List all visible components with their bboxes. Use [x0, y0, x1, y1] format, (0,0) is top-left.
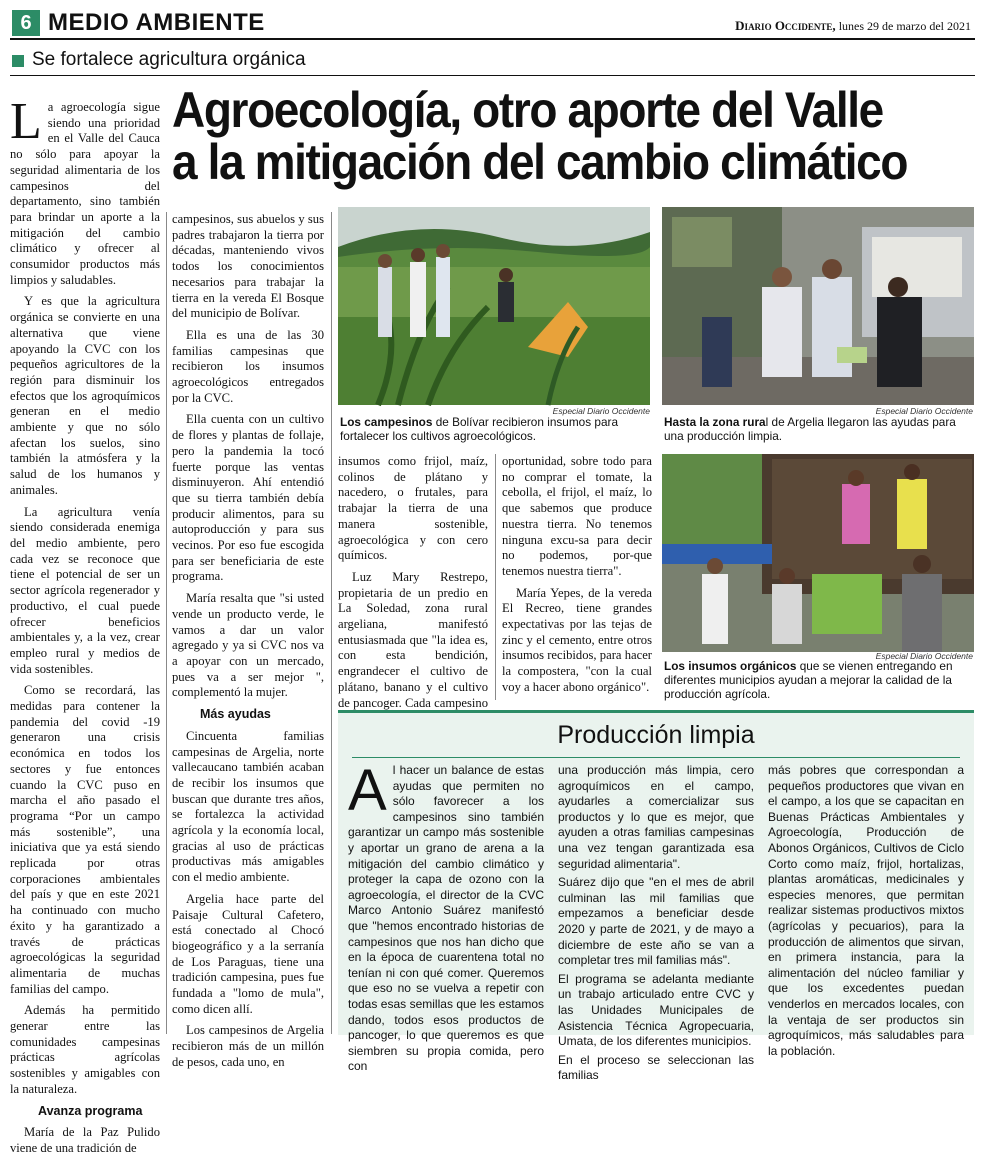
- subsection-bar: [10, 46, 975, 76]
- supplies-truck-image: [662, 454, 974, 652]
- box-paragraph: una producción más limpia, cero agroquímicos en el campo, ayudarles a comercializar sus productos y lo que es mejor, que ayuden a otras familias campesinas una vez tengan garantizada esa seguridad alimentaria".: [558, 763, 754, 871]
- paragraph: Ella es una de las 30 familias campesinas que recibieron los insumos agroecológicos entregados por la CVC.: [172, 327, 324, 405]
- paragraph: María de la Paz Pulido viene de una tradición de: [10, 1125, 160, 1155]
- box-paragraph: En el proceso se seleccionan las familias: [558, 1052, 754, 1083]
- paragraph: María Yepes, de la vereda El Recreo, tiene grandes expectativas por las tejas de zinc y el cemento, entre otros insumos recibidos, para hacer la compostera, "con la cual voy a hacer abono orgánico".: [502, 585, 652, 694]
- caption-text: de Bolívar recibieron insumos para fortalecer los cultivos agroecológicos.: [340, 415, 619, 443]
- photo-caption: [664, 415, 976, 443]
- column-divider: [166, 212, 167, 1034]
- paragraph-text: a agroecología sigue siendo una prioridad en el Valle del Cauca no sólo para apoyar la seguridad alimentaria de los campesinos del departamento, sino también para brindar un aporte a la mitigación del cambio climático y ofrecer al consumidor productos más limpios y saludables.: [10, 100, 160, 287]
- box-column-2: [558, 763, 754, 1087]
- photo-caption: [664, 659, 976, 701]
- paragraph: Además ha permitido generar entre las comunidades campesinas prácticas agrícolas sostenibles y amigables con la naturaleza.: [10, 1003, 160, 1096]
- photo-caption: [340, 415, 652, 443]
- photo-organic-supplies: [662, 454, 974, 652]
- farm-field-image: [338, 207, 650, 405]
- box-paragraph: El programa se adelanta mediante un trabajo articulado entre CVC y las Unidades Municipales de Asistencia Técnica Agropecuaria, Umata, de los diferentes municipios.: [558, 971, 754, 1049]
- issue-date: lunes 29 de marzo del 2021: [838, 19, 971, 33]
- paragraph: María resalta que "si usted vende un producto verde, le vamos a dar un valor agregado y ya si CVC nos va a apoyar con un mercado, pues va a ser mejor ", complementó la mujer.: [172, 591, 324, 700]
- box-paragraph: Suárez dijo que "en el mes de abril culminan las mil familias que empezamos a beneficiar desde 2020 y parte de 2021, y de mayo a diciembre de este año se van a completar tres mil familias más".: [558, 875, 754, 968]
- article-column-4: [502, 454, 652, 702]
- caption-lead: Los campesinos: [340, 415, 433, 429]
- photo-credit: Especial Diario Occidente: [875, 406, 973, 416]
- photo-argelia-delivery: [662, 207, 974, 405]
- paragraph: Y es que la agricultura orgánica se convierte en una alternativa que viene apoyando la CVC con los pequeños agricultores de la región para disminuir los efectos que los agroquímicos generan en el medio ambiente y que no sólo afectan los suelos, sino también la atmósfera y la salud de los humanos y animales.: [10, 294, 160, 497]
- box-title-rule: [352, 757, 960, 758]
- box-column-3: [768, 763, 964, 1062]
- newspaper-name: Diario Occidente,: [735, 18, 836, 33]
- square-bullet-icon: [12, 55, 24, 67]
- photo-credit: Especial Diario Occidente: [875, 651, 973, 661]
- caption-text: l de Argelia llegaron las ayudas para una producción limpia.: [664, 415, 956, 443]
- paragraph: Argelia hace parte del Paisaje Cultural Cafetero, está conectado al Chocó biogeográfico y a la serranía de Los Paraguas, tiene una tradición campesina, pues fue fundada a "lomo de mula", como dicen allí.: [172, 891, 324, 1016]
- paragraph: Los campesinos de Argelia recibieron más de un millón de pesos, cada uno, en: [172, 1023, 324, 1069]
- article-column-1: [10, 93, 160, 1163]
- box-paragraph: más pobres que correspondan a pequeños productores que vivan en el campo, a los que se capacitan en Buenas Prácticas Ambientales y Agroecología, Producción de Abonos Orgánicos, Cultivos de Ciclo Corto como maíz, frijol, hortalizas, plantas aromáticas, medicinales y especies menores, que permitan realizar sistemas productivos mixtos (agrícolas y pecuarios), para la producción de alimentos que sirvan, en primera instancia, para la alimentación del núcleo familiar y que los excedentes puedan venderlos en mercados locales, con la ventaja de ser productos sin agroquímicos, más saludables para la población.: [768, 763, 964, 1058]
- paragraph: Luz Mary Restrepo, propietaria de un predio en La Soledad, zona rural argeliana, manifestó entusiasmada que "la idea es, con esta bendición, engrandecer el cultivo de plátano, banano y el cultivo de pancoger. Cada campesino: [338, 569, 488, 710]
- subsection-title: Se fortalece agricultura orgánica: [32, 49, 306, 70]
- caption-lead: Los insumos orgánicos: [664, 659, 797, 673]
- paragraph: Cincuenta familias campesinas de Argelia, norte vallecaucano también acaban de recibir los insumos que buscan que durante tres años, se fortalezca la actividad agrícola y la economía local, gracias al uso de prácticas productivas más amigables con el medio ambiente.: [172, 728, 324, 885]
- caption-text: que se vienen entregando en diferentes municipios ayudan a mejorar la calidad de la producción agrícola.: [664, 659, 953, 701]
- subheading-avanza-programa: Avanza programa: [38, 1103, 143, 1118]
- article-headline: Agroecología, otro aporte del Valle a la mitigación del cambio climático: [172, 82, 908, 190]
- photo-bolivar-farmers: [338, 207, 650, 405]
- truck-delivery-image: [662, 207, 974, 405]
- paragraph: insumos como frijol, maíz, colinos de plátano y nacedero, o frutales, para trabajar la tierra de una manera sostenible, agroecológica y con cero químicos.: [338, 454, 488, 563]
- section-title: MEDIO AMBIENTE: [48, 9, 265, 36]
- paragraph: oportunidad, sobre todo para no comprar el tomate, la cebolla, el frijol, el maíz, lo que sabemos que produce nuestra tierra. No tenemos ninguna excu-sa para decir no podemos, por-que tenemos nuestra tierra".: [502, 454, 652, 578]
- page-number: 6: [12, 10, 40, 36]
- sidebar-box-produccion-limpia: [338, 710, 974, 1083]
- caption-lead: Hasta la zona rura: [664, 415, 766, 429]
- paragraph: La agricultura venía siendo considerada enemiga del medio ambiente, pero cada vez se reconoce que tiene el potencial de ser un sector agrícola regenerador y productivo, el cual puede ofrecer beneficios ambientales y, a la vez, crear empleo rural y medios de vida sostenibles.: [10, 504, 160, 676]
- paragraph-text: l hacer un balance de estas ayudas que permiten no sólo favorecer a los campesinos sino también garantizar un campo más sostenible y aportar un grano de arena a la mitigación del cambio climático y proteger la capa de ozono con la agroecología, el director de la CVC Marco Antonio Suárez manifestó que "hemos encontrado historias de campesinos que nos han dicho que en la época de cuarentena total no tenían ni con qué comer. Queremos que eso no se vuelva a repetir con todas esas semillas que les estamos dando, todos esos productos de pancoger, lo que queremos es que siembren su propia comida, pero con: [348, 763, 544, 1074]
- column-divider: [331, 212, 332, 1034]
- photo-credit: Especial Diario Occidente: [552, 406, 650, 416]
- column-divider: [495, 454, 496, 700]
- article-column-3: [338, 454, 488, 733]
- subheading-mas-ayudas: Más ayudas: [200, 707, 271, 722]
- article-column-2: [172, 212, 324, 1077]
- paragraph: campesinos, sus abuelos y sus padres trabajaron la tierra por décadas, manteniendo vivos todos los conocimientos necesarios para trabajar la tierra en la vereda El Bosque del municipio de Bolívar.: [172, 212, 324, 321]
- drop-cap: L: [10, 93, 42, 150]
- page-header: [10, 8, 975, 40]
- paragraph: Ella cuenta con un cultivo de flores y plantas de follaje, pero la pandemia la tocó fuerte porque las ventas disminuyeron. Ahí entendió que su tierra también debía producir alimentos, para su autoproducción y para sus vecinos. Por eso fue escogida para ser beneficiaria de este programa.: [172, 412, 324, 584]
- box-paragraph: [348, 758, 544, 1075]
- lead-paragraph: [10, 93, 160, 288]
- box-title: Producción limpia: [557, 721, 755, 749]
- paragraph: Como se recordará, las medidas para contener la pandemia del covid -19 generaron una crisis económica en todos los sectores y fue entonces cuando la CVC puso en marcha el año pasado el programa “Por un campo más sostenible”, una iniciativa que ya está siendo replicada por otras corporaciones ambientales del país y que en este 2021 ha continuado con mucho éxito y ha garantizado a través de prácticas agroecológicas la seguridad alimentaria de muchas familias del campo.: [10, 683, 160, 996]
- masthead-info: [735, 18, 971, 34]
- drop-cap: A: [348, 758, 387, 823]
- box-column-1: [348, 758, 544, 1078]
